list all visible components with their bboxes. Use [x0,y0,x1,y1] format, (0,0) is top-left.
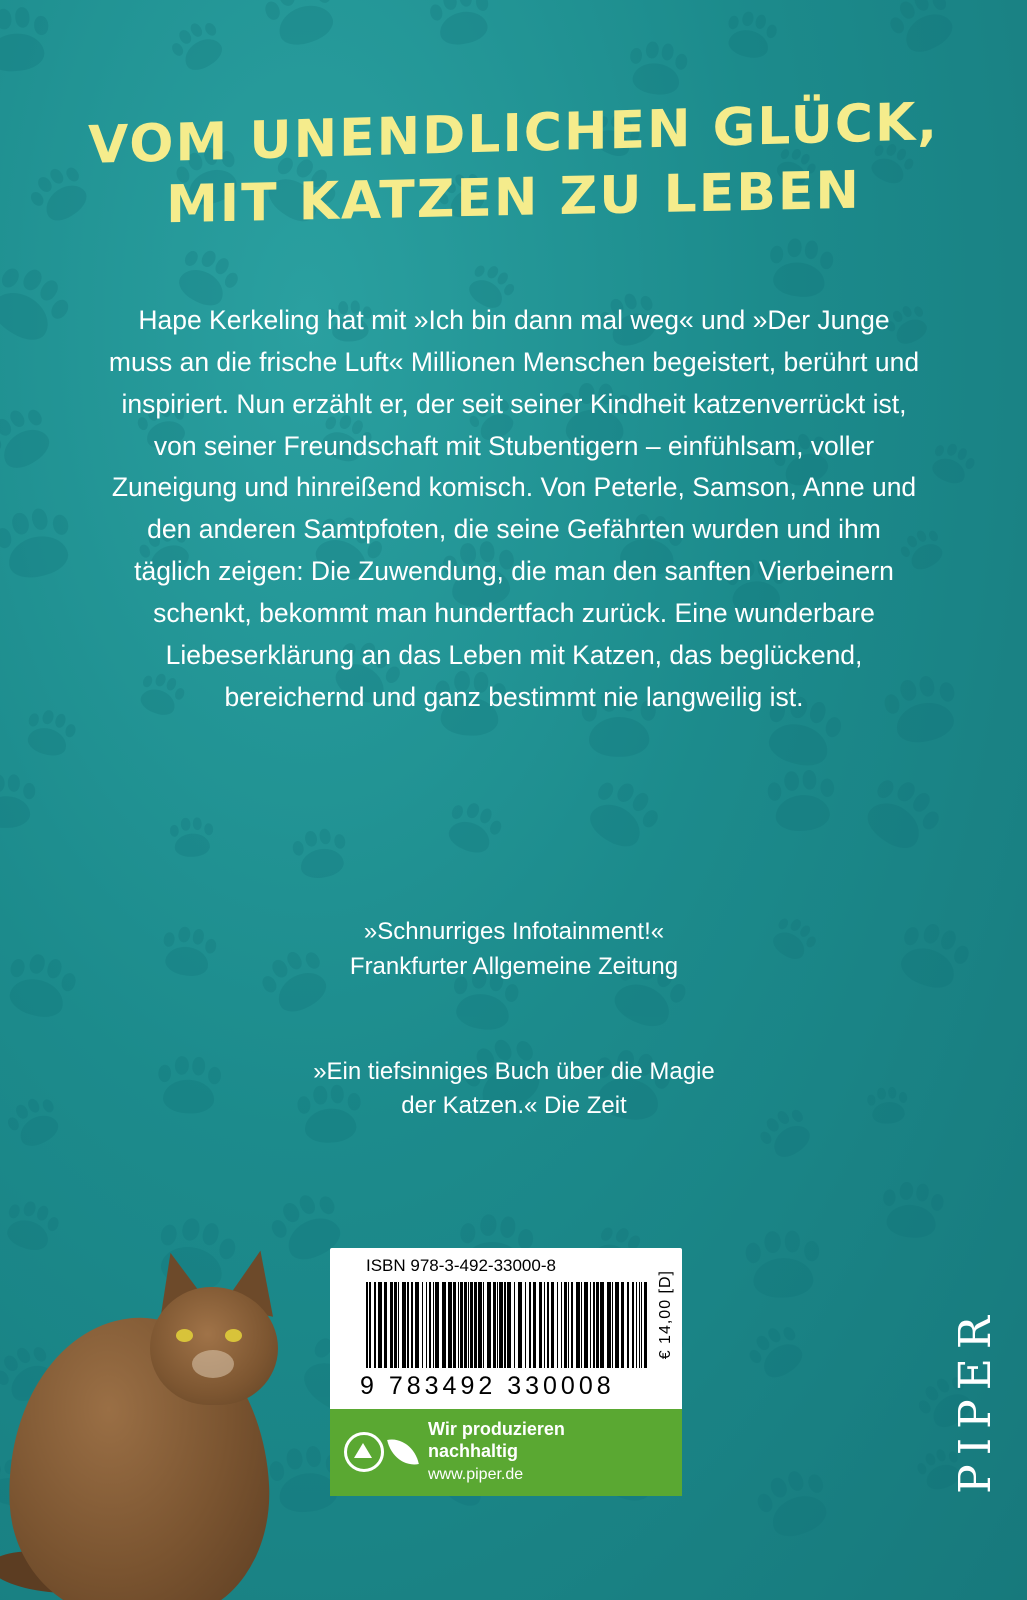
paw-print-icon [436,795,509,868]
barcode-bar [564,1282,567,1368]
barcode-bar [394,1282,397,1368]
paw-print-icon [288,824,353,889]
paw-print-icon [164,13,236,85]
quote-2 [108,1055,920,1125]
paw-print-icon [571,769,668,866]
barcode-bar [593,1282,595,1368]
paw-print-icon [0,501,83,596]
paw-print-icon [0,946,82,1034]
barcode-bar [504,1282,506,1368]
quote-2-source: der Katzen.« Die Zeit [401,1092,627,1120]
barcode-bar [429,1282,431,1368]
paw-print-icon [0,1195,65,1265]
barcode-bar [596,1282,599,1368]
eco-line-2: nachhaltig [428,1440,519,1461]
barcode-bar [474,1282,477,1368]
barcode-bar [435,1282,439,1368]
barcode-block [330,1248,682,1496]
barcode-bar [483,1282,484,1368]
headline-line-2: MIT KATZEN ZU LEBEN [166,160,861,236]
blurb-text: Hape Kerkeling hat mit »Ich bin dann mal weg« und »Der Junge muss an die frische Luft« Millionen Menschen begeistert, berührt und inspiriert. Nun erzählt er, der seit seiner Kindheit katzenverrückt ist, von seiner Freundschaft mit Stubentigern – einfühlsam, voller Zuneigung und hinreißend komisch. Von Peterle, Samson, Anne und den anderen Samtpfoten, die seine Gefährten wurden und ihm täglich zeigen: Die Zuwendung, die man den sanften Vierbeinern schenkt, bekommt man hundertfach zurück. Eine wunderbare Liebeserklärung an das Leben mit Katzen, das beglückend, bereichernd und ganz bestimmt nie langweilig ist. [108,305,920,712]
barcode-bar [374,1282,376,1368]
barcode-bars [366,1282,652,1368]
barcode-bar [518,1282,522,1368]
paw-print-icon [425,0,500,59]
barcode-bar [568,1282,569,1368]
paw-print-icon [17,703,81,767]
barcode-bar [464,1282,467,1368]
barcode-bar [621,1282,624,1368]
barcode-bar [627,1282,629,1368]
paw-print-icon [718,7,781,70]
barcode-bar [422,1282,423,1368]
barcode-bar [442,1282,446,1368]
paw-print-icon [257,0,349,63]
barcode-bar [612,1282,613,1368]
barcode-bar [632,1282,634,1368]
barcode-bar [493,1282,496,1368]
barcode-bar [497,1282,498,1368]
paw-print-icon [137,1334,196,1393]
headline-line-1: VOM UNENDLICHEN GLÜCK, [87,92,940,176]
barcode-bar [470,1282,473,1368]
price-label: € 14,00 [D] [657,1270,674,1360]
barcode-bar [514,1282,515,1368]
paw-print-icon [922,437,981,496]
barcode-bar [525,1282,526,1368]
barcode-bar [384,1282,387,1368]
eco-icons [344,1432,416,1472]
ean-digits: 9 783492 330008 [360,1372,615,1400]
paw-print-icon [165,1436,256,1527]
paw-print-icon [0,398,67,487]
paw-print-icon [848,767,951,870]
barcode-bar [557,1282,558,1368]
isbn-text: ISBN 978-3-492-33000-8 [366,1256,556,1275]
page-title [0,92,1027,236]
barcode-bar [366,1282,368,1368]
barcode-bar [533,1282,536,1368]
paw-print-icon [0,4,55,85]
barcode-bar [433,1282,434,1368]
barcode-bar [426,1282,427,1368]
barcode-bar [607,1282,611,1368]
quote-2-text: »Ein tiefsinniges Buch über die Magie [313,1057,715,1085]
barcode-bar [458,1282,459,1368]
paw-print-icon [881,0,969,71]
eco-line-3: www.piper.de [428,1466,524,1484]
recycle-icon [344,1432,384,1472]
barcode-bar [590,1282,591,1368]
barcode-bar [390,1282,393,1368]
quote-1-text: »Schnurriges Infotainment!« [363,918,665,945]
barcode-bar [581,1282,582,1368]
paw-print-icon [0,254,80,363]
barcode-bar [448,1282,452,1368]
paw-print-icon [876,1179,947,1250]
barcode-bar [551,1282,554,1368]
barcode-bar [576,1282,580,1368]
paw-print-icon [0,772,38,836]
paw-print-icon [764,767,840,843]
paw-print-icon [623,38,692,107]
barcode-bar [378,1282,382,1368]
paw-print-icon [1,1089,72,1160]
barcode-bar [478,1282,482,1368]
barcode-bar [369,1282,371,1368]
barcode-bar [407,1282,409,1368]
paw-print-icon [167,816,216,865]
barcode-bar [529,1282,531,1368]
paw-print-icon [0,1336,69,1418]
barcode-bar [571,1282,573,1368]
barcode-bar [539,1282,542,1368]
paw-print-icon [741,1317,817,1393]
barcode-bar [641,1282,642,1368]
barcode-bar [499,1282,503,1368]
paw-print-icon [145,1210,243,1308]
barcode-bar [644,1282,647,1368]
eco-line-1: Wir produzieren [428,1419,565,1439]
barcode-bar [615,1282,619,1368]
leaf-icon [387,1434,419,1469]
barcode-bar [398,1282,399,1368]
barcode-bar [468,1282,469,1368]
press-quotes [108,915,920,1164]
eco-text [428,1419,565,1484]
quote-1 [108,915,920,985]
barcode-bar [415,1282,419,1368]
barcode-bar [507,1282,511,1368]
barcode-bar [453,1282,456,1368]
barcode-bar [460,1282,463,1368]
publisher-logo: PIPER [950,1307,1001,1494]
barcode-bar [584,1282,588,1368]
quote-1-source: Frankfurter Allgemeine Zeitung [349,952,679,980]
barcode-bar [561,1282,562,1368]
barcode-bar [639,1282,640,1368]
paw-print-icon [763,234,838,309]
paw-print-icon [749,1460,843,1554]
barcode-bar [487,1282,491,1368]
eco-badge [330,1409,682,1496]
paw-print-icon [0,1454,44,1518]
barcode-bar [411,1282,413,1368]
barcode-bar [544,1282,545,1368]
barcode-bar [600,1282,604,1368]
paw-print-icon [743,1228,824,1309]
barcode-bar [402,1282,406,1368]
barcode-bar [547,1282,549,1368]
barcode-bar [636,1282,637,1368]
